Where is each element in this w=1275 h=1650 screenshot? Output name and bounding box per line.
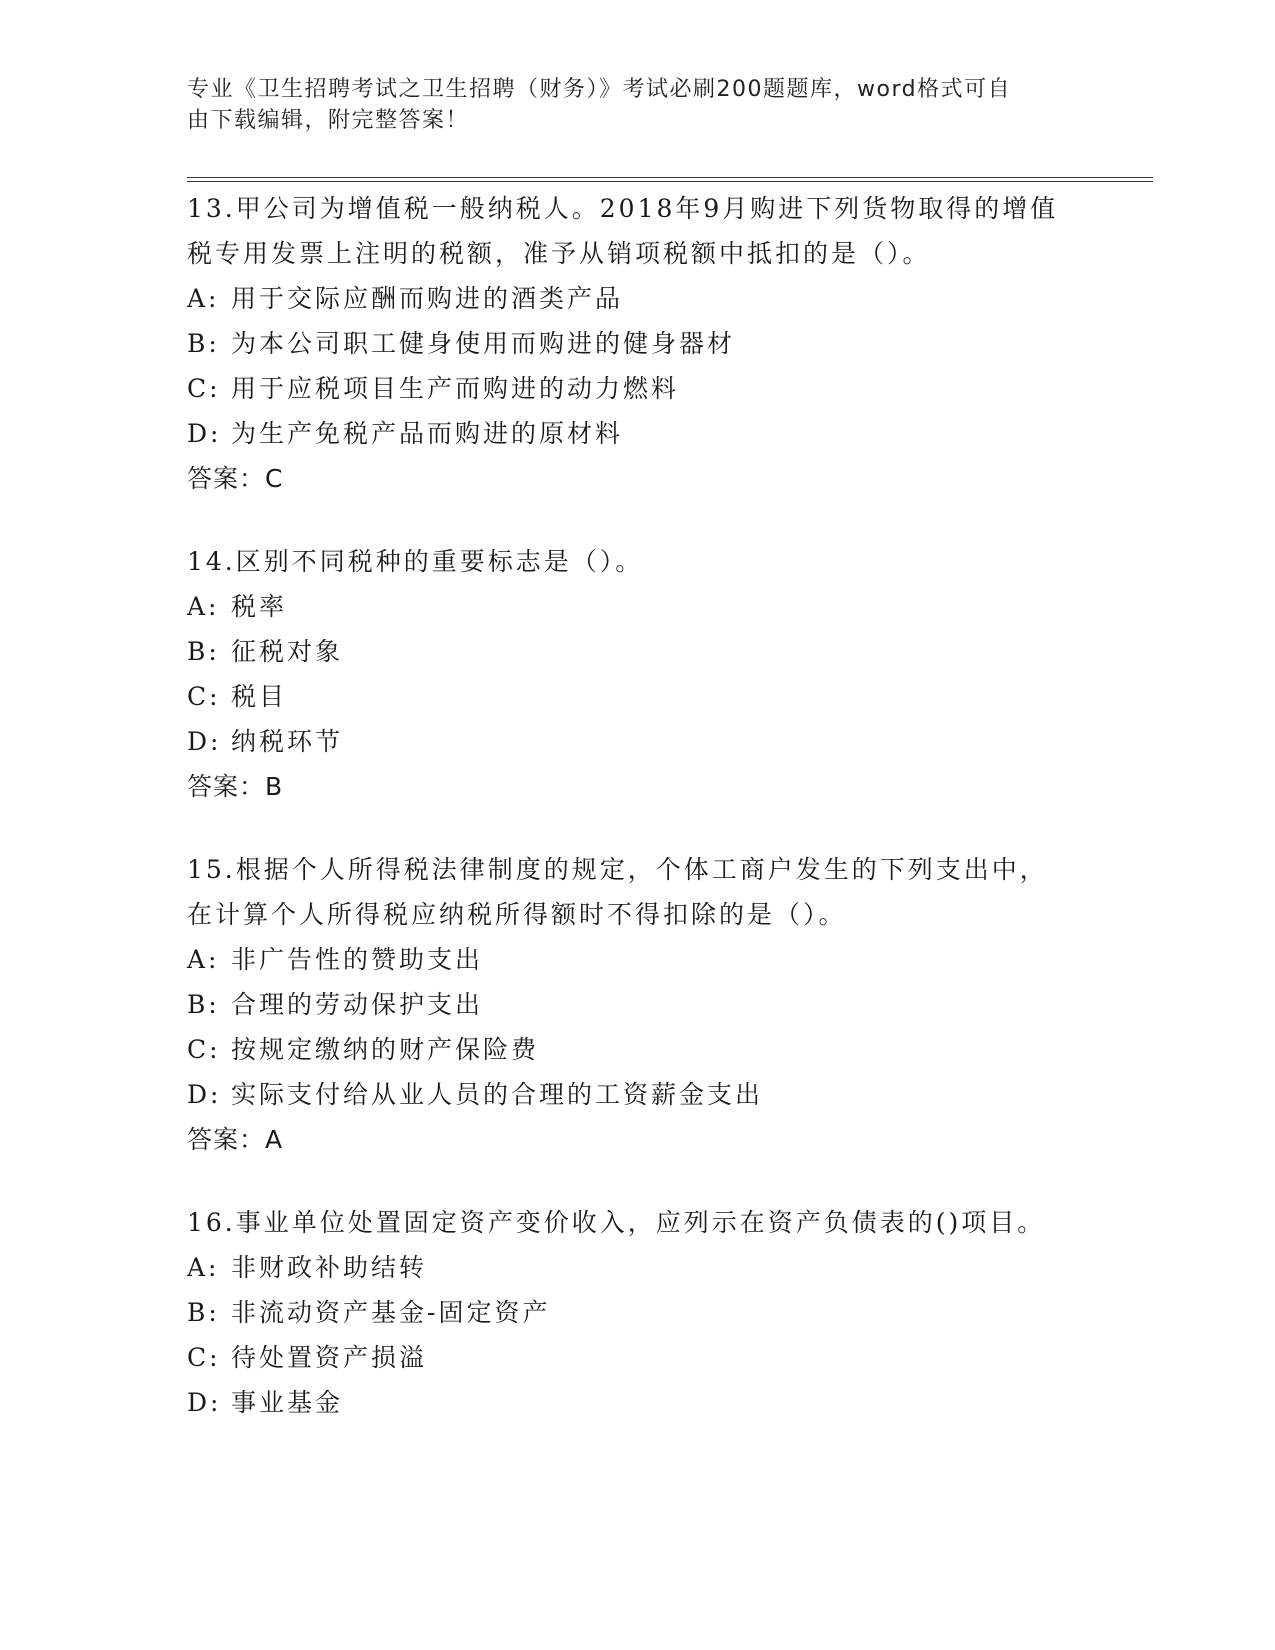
option-text: 合理的劳动保护支出 bbox=[231, 990, 484, 1019]
option-letter: B: bbox=[187, 1298, 220, 1327]
answer-line: 答案：C bbox=[187, 464, 284, 493]
option-b bbox=[187, 1290, 1087, 1335]
option-text: 为生产免税产品而购进的原材料 bbox=[231, 419, 624, 448]
option-text: 为本公司职工健身使用而购进的健身器材 bbox=[231, 329, 736, 358]
document-header bbox=[187, 74, 1067, 136]
answer-line: 答案：A bbox=[187, 1125, 284, 1154]
option-text: 征税对象 bbox=[231, 637, 344, 666]
question-stem: 16.事业单位处置固定资产变价收入，应列示在资产负债表的()项目。 bbox=[187, 1208, 1046, 1237]
option-text: 按规定缴纳的财产保险费 bbox=[231, 1035, 540, 1064]
option-letter: A: bbox=[187, 284, 220, 313]
option-c bbox=[187, 674, 1087, 719]
question-item bbox=[187, 186, 1087, 501]
question-stem: 15.根据个人所得税法律制度的规定，个体工商户发生的下列支出中， bbox=[187, 855, 1048, 884]
question-stem: 在计算个人所得税应纳税所得额时不得扣除的是（）。 bbox=[187, 900, 847, 929]
option-d bbox=[187, 1072, 1087, 1117]
header-line: 由下载编辑，附完整答案！ bbox=[187, 108, 470, 133]
option-letter: D: bbox=[187, 727, 222, 756]
option-letter: C: bbox=[187, 1035, 221, 1064]
option-text: 事业基金 bbox=[231, 1388, 344, 1417]
question-item bbox=[187, 539, 1087, 809]
option-a bbox=[187, 937, 1087, 982]
option-text: 用于交际应酬而购进的酒类产品 bbox=[231, 284, 624, 313]
header-divider bbox=[187, 181, 1153, 182]
option-c bbox=[187, 1335, 1087, 1380]
question-stem: 税专用发票上注明的税额，准予从销项税额中抵扣的是（）。 bbox=[187, 239, 931, 268]
option-text: 税目 bbox=[231, 682, 288, 711]
question-stem: 13.甲公司为增值税一般纳税人。2018年9月购进下列货物取得的增值 bbox=[187, 194, 1059, 223]
option-text: 用于应税项目生产而购进的动力燃料 bbox=[231, 374, 680, 403]
header-line: 专业《卫生招聘考试之卫生招聘（财务）》考试必刷200题题库，word格式可自 bbox=[187, 77, 1012, 102]
option-letter: A: bbox=[187, 1253, 220, 1282]
option-text: 税率 bbox=[231, 592, 288, 621]
question-item bbox=[187, 1200, 1087, 1425]
option-letter: B: bbox=[187, 637, 220, 666]
option-letter: A: bbox=[187, 592, 220, 621]
option-letter: C: bbox=[187, 682, 221, 711]
option-text: 待处置资产损溢 bbox=[231, 1343, 428, 1372]
option-b bbox=[187, 982, 1087, 1027]
option-b bbox=[187, 321, 1087, 366]
option-d bbox=[187, 1380, 1087, 1425]
option-a bbox=[187, 276, 1087, 321]
option-text: 实际支付给从业人员的合理的工资薪金支出 bbox=[231, 1080, 764, 1109]
option-d bbox=[187, 719, 1087, 764]
question-list bbox=[187, 186, 1087, 1463]
option-text: 非广告性的赞助支出 bbox=[231, 945, 484, 974]
option-letter: A: bbox=[187, 945, 220, 974]
option-letter: D: bbox=[187, 1080, 222, 1109]
option-d bbox=[187, 411, 1087, 456]
header-divider bbox=[187, 177, 1153, 178]
option-text: 非财政补助结转 bbox=[231, 1253, 428, 1282]
answer-line: 答案：B bbox=[187, 772, 284, 801]
question-item bbox=[187, 847, 1087, 1162]
option-a bbox=[187, 1245, 1087, 1290]
option-a bbox=[187, 584, 1087, 629]
option-letter: D: bbox=[187, 1388, 222, 1417]
option-b bbox=[187, 629, 1087, 674]
option-c bbox=[187, 366, 1087, 411]
option-c bbox=[187, 1027, 1087, 1072]
option-letter: B: bbox=[187, 329, 220, 358]
option-letter: D: bbox=[187, 419, 222, 448]
option-letter: B: bbox=[187, 990, 220, 1019]
option-text: 非流动资产基金-固定资产 bbox=[231, 1298, 551, 1327]
question-stem: 14.区别不同税种的重要标志是（）。 bbox=[187, 547, 644, 576]
option-letter: C: bbox=[187, 374, 221, 403]
option-letter: C: bbox=[187, 1343, 221, 1372]
option-text: 纳税环节 bbox=[231, 727, 344, 756]
